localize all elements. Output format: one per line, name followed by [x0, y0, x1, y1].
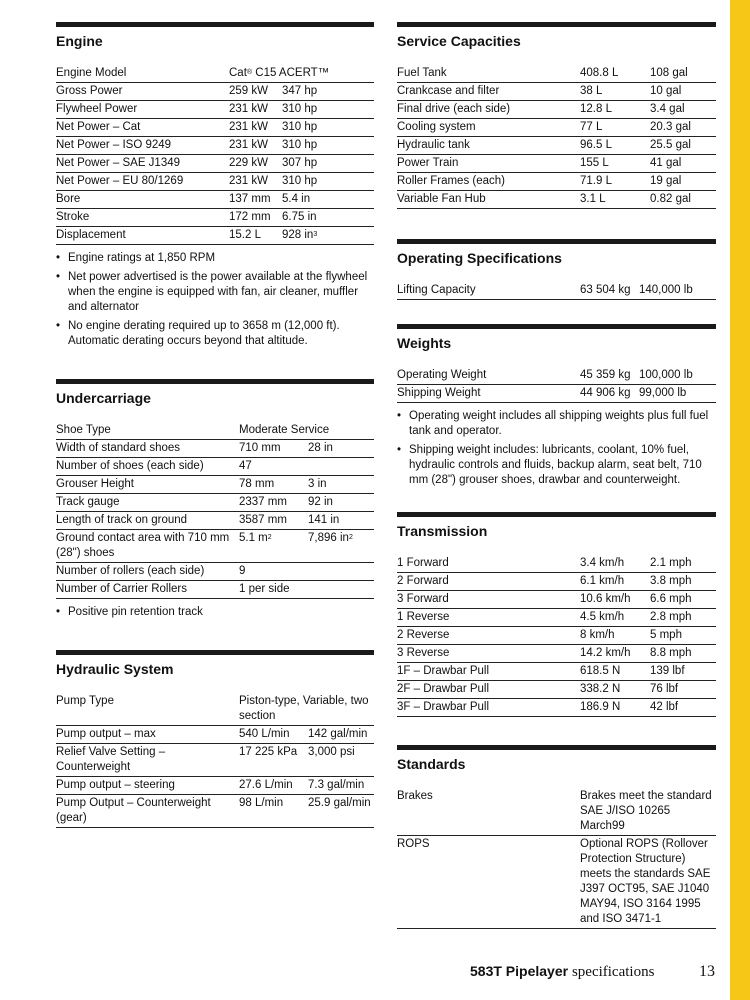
table-row	[397, 119, 716, 137]
spec-label: 3 Forward	[397, 593, 449, 605]
spec-imperial: 7,896 $in^2$	[308, 532, 353, 544]
spec-imperial: 99,000 lb	[639, 387, 687, 399]
spec-imperial: 2.8 mph	[650, 611, 692, 623]
table-row	[56, 440, 374, 458]
table-row	[56, 65, 374, 83]
spec-metric: 618.5 N	[580, 665, 621, 677]
service-heading: Service Capacities	[397, 22, 716, 55]
spec-metric: 17 225 kPa	[239, 746, 298, 758]
spec-metric: 231 kW	[229, 139, 268, 151]
table-row	[397, 83, 716, 101]
spec-metric: 10.6 km/h	[580, 593, 631, 605]
spec-metric: 45 359 kg	[580, 369, 631, 381]
spec-label: Shipping Weight	[397, 387, 481, 399]
spec-imperial: 2.1 mph	[650, 557, 692, 569]
spec-metric: 78 mm	[239, 478, 275, 490]
transmission-heading: Transmission	[397, 512, 716, 545]
spec-imperial: 5 mph	[650, 629, 682, 641]
list-item: • Engine ratings at 1,850 RPM	[68, 251, 374, 266]
spec-label: Pump output – max	[56, 728, 156, 740]
spec-metric: 8 km/h	[580, 629, 615, 641]
service-capacities-section	[397, 22, 716, 209]
spec-metric: 6.1 km/h	[580, 575, 625, 587]
spec-metric: 77 L	[580, 121, 603, 133]
weights-table	[397, 367, 716, 403]
spec-imperial: 20.3 gal	[650, 121, 691, 133]
spec-label: 2F – Drawbar Pull	[397, 683, 490, 695]
spec-imperial: 3,000 psi	[308, 746, 355, 758]
table-row	[56, 227, 374, 245]
spec-metric: 96.5 L	[580, 139, 612, 151]
spec-imperial: 28 in	[308, 442, 333, 454]
table-row	[56, 693, 374, 726]
spec-imperial: 8.8 mph	[650, 647, 692, 659]
spec-label: Track gauge	[56, 496, 120, 508]
page-footer	[470, 963, 654, 981]
table-row	[397, 645, 716, 663]
yellow-edge-bar	[730, 0, 750, 1000]
spec-label: Engine Model	[56, 67, 127, 79]
spec-label: Operating Weight	[397, 369, 487, 381]
spec-imperial: 10 gal	[650, 85, 682, 97]
table-row	[397, 788, 716, 836]
table-row	[397, 681, 716, 699]
spec-metric: 186.9 N	[580, 701, 621, 713]
table-row	[397, 609, 716, 627]
weights-section	[397, 324, 716, 488]
spec-label: Relief Valve Setting – Counterweight	[56, 746, 166, 773]
table-row	[56, 581, 374, 599]
table-row	[397, 836, 716, 929]
table-row	[397, 137, 716, 155]
operating-specifications-section	[397, 239, 716, 300]
spec-imperial: 41 gal	[650, 157, 682, 169]
table-row	[56, 173, 374, 191]
spec-label: Number of Carrier Rollers	[56, 583, 188, 595]
weights-heading: Weights	[397, 324, 716, 357]
list-item: • Positive pin retention track	[68, 605, 374, 620]
spec-imperial: 25.9 gal/min	[308, 797, 371, 809]
table-row	[397, 65, 716, 83]
table-row	[56, 795, 374, 828]
right-column	[397, 22, 716, 929]
spec-label: Net Power – EU 80/1269	[56, 175, 184, 187]
spec-imperial: 108 gal	[650, 67, 688, 79]
undercarriage-notes	[56, 605, 374, 620]
spec-imperial: 141 in	[308, 514, 340, 526]
engine-table	[56, 65, 374, 245]
spec-metric: 1 per side	[239, 583, 290, 595]
spec-metric: Moderate Service	[239, 424, 330, 436]
table-row	[397, 173, 716, 191]
table-row	[397, 101, 716, 119]
spec-label: Number of shoes (each side)	[56, 460, 204, 472]
table-row	[397, 591, 716, 609]
spec-label: Net Power – Cat	[56, 121, 141, 133]
undercarriage-table	[56, 422, 374, 599]
spec-imperial: 100,000 lb	[639, 369, 693, 381]
spec-metric: 4.5 km/h	[580, 611, 625, 623]
table-row	[56, 726, 374, 744]
transmission-section	[397, 512, 716, 717]
spec-label: Final drive (each side)	[397, 103, 511, 115]
spec-imperial: 3.8 mph	[650, 575, 692, 587]
spec-imperial: 142 gal/min	[308, 728, 368, 740]
standards-table	[397, 788, 716, 929]
spec-label: Fuel Tank	[397, 67, 447, 79]
engine-notes	[56, 251, 374, 349]
spec-metric: 47	[239, 460, 252, 472]
undercarriage-heading: Undercarriage	[56, 379, 374, 412]
standards-heading: Standards	[397, 745, 716, 778]
spec-label: Pump Output – Counterweight (gear)	[56, 797, 211, 824]
table-row	[397, 367, 716, 385]
spec-imperial: 19 gal	[650, 175, 682, 187]
spec-label: Hydraulic tank	[397, 139, 470, 151]
spec-label: Variable Fan Hub	[397, 193, 486, 205]
table-row	[397, 555, 716, 573]
transmission-table	[397, 555, 716, 717]
spec-label: 3F – Drawbar Pull	[397, 701, 490, 713]
spec-imperial: 0.82 gal	[650, 193, 691, 205]
spec-metric: 229 kW	[229, 157, 268, 169]
table-row	[397, 627, 716, 645]
spec-metric: 3587 mm	[239, 514, 287, 526]
spec-metric: Piston-type, Variable, two section	[239, 695, 369, 722]
spec-label: 3 Reverse	[397, 647, 450, 659]
spec-imperial: 307 hp	[282, 157, 318, 169]
spec-label: Displacement	[56, 229, 126, 241]
footer-specifications-word: specifications	[571, 964, 655, 980]
table-row	[56, 422, 374, 440]
spec-label: Length of track on ground	[56, 514, 188, 526]
table-row	[56, 209, 374, 227]
table-row	[56, 476, 374, 494]
spec-metric: 3.1 L	[580, 193, 606, 205]
spec-imperial: 76 lbf	[650, 683, 679, 695]
spec-label: Pump output – steering	[56, 779, 175, 791]
table-row	[56, 744, 374, 777]
spec-imperial: 42 lbf	[650, 701, 679, 713]
spec-metric: 9	[239, 565, 246, 577]
spec-metric: 259 kW	[229, 85, 268, 97]
spec-imperial: 25.5 gal	[650, 139, 691, 151]
spec-metric: 408.8 L	[580, 67, 619, 79]
spec-label: Brakes	[397, 790, 433, 802]
spec-metric: 98 L/min	[239, 797, 284, 809]
spec-label: Net Power – ISO 9249	[56, 139, 172, 151]
spec-label: 1 Reverse	[397, 611, 450, 623]
spec-label: 1F – Drawbar Pull	[397, 665, 490, 677]
spec-label: Cooling system	[397, 121, 476, 133]
table-row	[56, 155, 374, 173]
spec-label: Lifting Capacity	[397, 284, 476, 296]
table-row	[56, 119, 374, 137]
table-row	[397, 282, 716, 300]
table-row	[56, 101, 374, 119]
spec-label: Width of standard shoes	[56, 442, 181, 454]
engine-section	[56, 22, 374, 349]
spec-imperial: 7.3 gal/min	[308, 779, 365, 791]
spec-metric: 5.1 $m^2$	[239, 532, 272, 544]
spec-label: Bore	[56, 193, 81, 205]
table-row	[397, 155, 716, 173]
undercarriage-section	[56, 379, 374, 620]
page-number: 13	[699, 963, 715, 980]
spec-imperial: 928 $in^3$	[282, 229, 318, 241]
spec-imperial: 5.4 in	[282, 193, 311, 205]
spec-label: Flywheel Power	[56, 103, 138, 115]
spec-label: Number of rollers (each side)	[56, 565, 205, 577]
spec-label: Ground contact area with 710 mm (28") shoes	[56, 532, 230, 559]
table-row	[56, 191, 374, 209]
table-row	[56, 777, 374, 795]
spec-label: 2 Reverse	[397, 629, 450, 641]
spec-metric: 540 L/min	[239, 728, 290, 740]
hydraulic-table	[56, 693, 374, 828]
operating-table	[397, 282, 716, 300]
spec-metric: Optional ROPS (Rollover Protection Structure) meets the standards SAE J397 OCT95, SAE J1040 MAY94, ISO 3164 1995 and ISO 3471-1	[580, 838, 711, 925]
spec-label: Stroke	[56, 211, 90, 223]
spec-label: 1 Forward	[397, 557, 449, 569]
engine-heading: Engine	[56, 22, 374, 55]
table-row	[397, 573, 716, 591]
spec-imperial: 3 in	[308, 478, 327, 490]
spec-label: ROPS	[397, 838, 430, 850]
spec-metric: 71.9 L	[580, 175, 612, 187]
table-row	[397, 663, 716, 681]
spec-label: Gross Power	[56, 85, 123, 97]
spec-imperial: 310 hp	[282, 121, 318, 133]
spec-imperial: 139 lbf	[650, 665, 685, 677]
spec-metric: 231 kW	[229, 121, 268, 133]
table-row	[397, 699, 716, 717]
spec-metric: 38 L	[580, 85, 603, 97]
list-item: • Shipping weight includes: lubricants, coolant, 10% fuel, hydraulic controls and fluids, backup alarm, seat belt, 710 mm (28") grouser shoes, drawbar and counterweight.	[409, 443, 716, 488]
spec-metric: 155 L	[580, 157, 609, 169]
table-row	[56, 137, 374, 155]
list-item: • Net power advertised is the power available at the flywheel when the engine is equipped with fan, air cleaner, muffler and alternator	[68, 270, 374, 315]
hydraulic-section	[56, 650, 374, 828]
table-row	[397, 191, 716, 209]
spec-label: Grouser Height	[56, 478, 134, 490]
spec-metric: 710 mm	[239, 442, 281, 454]
spec-imperial: 310 hp	[282, 139, 318, 151]
spec-metric: Cat® C15 ACERT™	[229, 67, 330, 79]
spec-metric: 14.2 km/h	[580, 647, 631, 659]
list-item: • No engine derating required up to 3658 m (12,000 ft). Automatic derating occurs beyond that altitude.	[68, 319, 374, 349]
footer-model: 583T Pipelayer	[470, 963, 569, 979]
service-table	[397, 65, 716, 209]
spec-imperial: 140,000 lb	[639, 284, 693, 296]
table-row	[56, 83, 374, 101]
list-item: • Operating weight includes all shipping weights plus full fuel tank and operator.	[409, 409, 716, 439]
spec-imperial: 3.4 gal	[650, 103, 685, 115]
spec-metric: 63 504 kg	[580, 284, 631, 296]
table-row	[56, 494, 374, 512]
left-column	[56, 22, 374, 828]
operating-heading: Operating Specifications	[397, 239, 716, 272]
spec-label: 2 Forward	[397, 575, 449, 587]
spec-metric: Brakes meet the standard SAE J/ISO 10265 March99	[580, 790, 712, 832]
spec-imperial: 6.6 mph	[650, 593, 692, 605]
spec-metric: 3.4 km/h	[580, 557, 625, 569]
spec-label: Pump Type	[56, 695, 114, 707]
hydraulic-heading: Hydraulic System	[56, 650, 374, 683]
weights-notes	[397, 409, 716, 488]
spec-label: Crankcase and filter	[397, 85, 500, 97]
spec-imperial: 347 hp	[282, 85, 318, 97]
spec-label: Net Power – SAE J1349	[56, 157, 181, 169]
table-row	[56, 512, 374, 530]
table-row	[56, 530, 374, 563]
spec-metric: 231 kW	[229, 103, 268, 115]
spec-metric: 27.6 L/min	[239, 779, 293, 791]
spec-label: Shoe Type	[56, 424, 111, 436]
spec-metric: 231 kW	[229, 175, 268, 187]
spec-metric: 2337 mm	[239, 496, 287, 508]
spec-imperial: 310 hp	[282, 103, 318, 115]
table-row	[397, 385, 716, 403]
spec-metric: 15.2 L	[229, 229, 261, 241]
spec-imperial: 6.75 in	[282, 211, 317, 223]
table-row	[56, 458, 374, 476]
table-row	[56, 563, 374, 581]
standards-section	[397, 745, 716, 929]
spec-metric: 44 906 kg	[580, 387, 631, 399]
spec-label: Roller Frames (each)	[397, 175, 505, 187]
spec-metric: 172 mm	[229, 211, 271, 223]
spec-imperial: 92 in	[308, 496, 333, 508]
spec-metric: 12.8 L	[580, 103, 612, 115]
spec-label: Power Train	[397, 157, 459, 169]
spec-imperial: 310 hp	[282, 175, 318, 187]
spec-metric: 137 mm	[229, 193, 271, 205]
spec-metric: 338.2 N	[580, 683, 621, 695]
